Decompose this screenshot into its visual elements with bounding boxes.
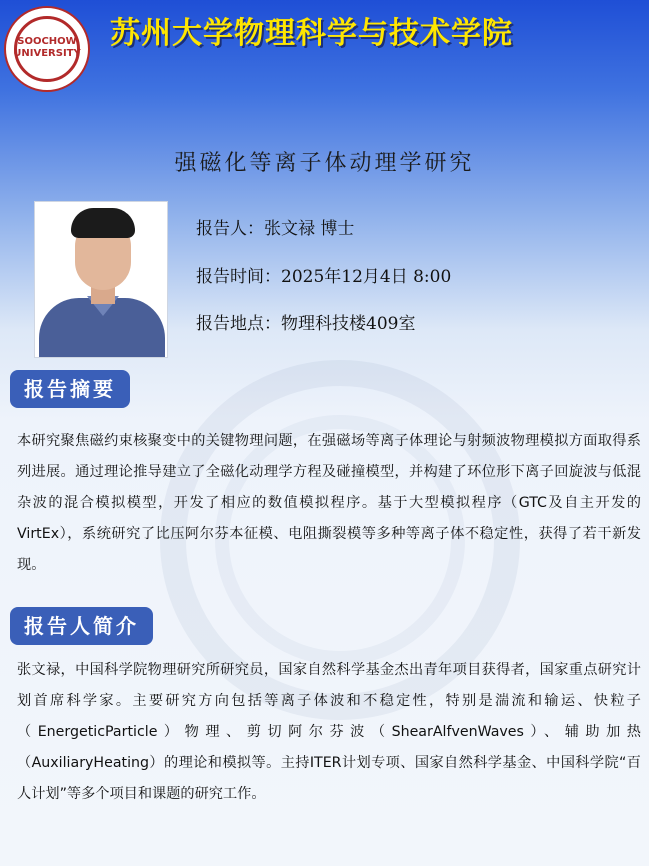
reporter-value: 张文禄 博士 (264, 219, 355, 239)
time-line (196, 262, 451, 287)
time-label: 报告时间： (196, 267, 281, 287)
institution-title: 苏州大学物理科学与技术学院 (110, 16, 513, 51)
time-value: 2025年12月4日 8:00 (281, 267, 452, 287)
reporter-label: 报告人： (196, 219, 264, 239)
reporter-line (196, 214, 354, 239)
bio-text: 张文禄，中国科学院物理研究所研究员，国家自然科学基金杰出青年项目获得者，国家重点研究计划首席科学家。主要研究方向包括等离子体波和不稳定性，特别是湍流和输运、快粒子（EnergeticParticle）物理、剪切阿尔芬波（ShearAlfvenWaves）、辅助加热（AuxiliaryHeating）的理论和模拟等。主持ITER计划专项、国家自然科学基金、中国科学院“百人计划”等多个项目和课题的研究工作。 (17, 662, 641, 802)
photo-hair (71, 208, 135, 238)
university-logo (4, 6, 90, 92)
place-line (196, 309, 415, 334)
place-label: 报告地点： (196, 314, 281, 334)
logo-text: SOOCHOW UNIVERSITY (13, 36, 81, 59)
abstract-text: 本研究聚焦磁约束核聚变中的关键物理问题，在强磁场等离子体理论与射频波物理模拟方面取得系列进展。通过理论推导建立了全磁化动理学方程及碰撞模型，并构建了环位形下离子回旋波与低混杂波的混合模拟模型，开发了相应的数值模拟程序。基于大型模拟程序（GTC及自主开发的VirtEx），系统研究了比压阿尔芬本征模、电阻撕裂模等多种等离子体不稳定性，获得了若干新发现。 (17, 433, 641, 573)
abstract-heading: 报告摘要 (10, 370, 130, 408)
place-value: 物理科技楼409室 (281, 314, 416, 334)
speaker-photo (34, 201, 168, 358)
talk-title: 强磁化等离子体动理学研究 (174, 151, 475, 176)
bio-heading: 报告人简介 (10, 607, 153, 645)
